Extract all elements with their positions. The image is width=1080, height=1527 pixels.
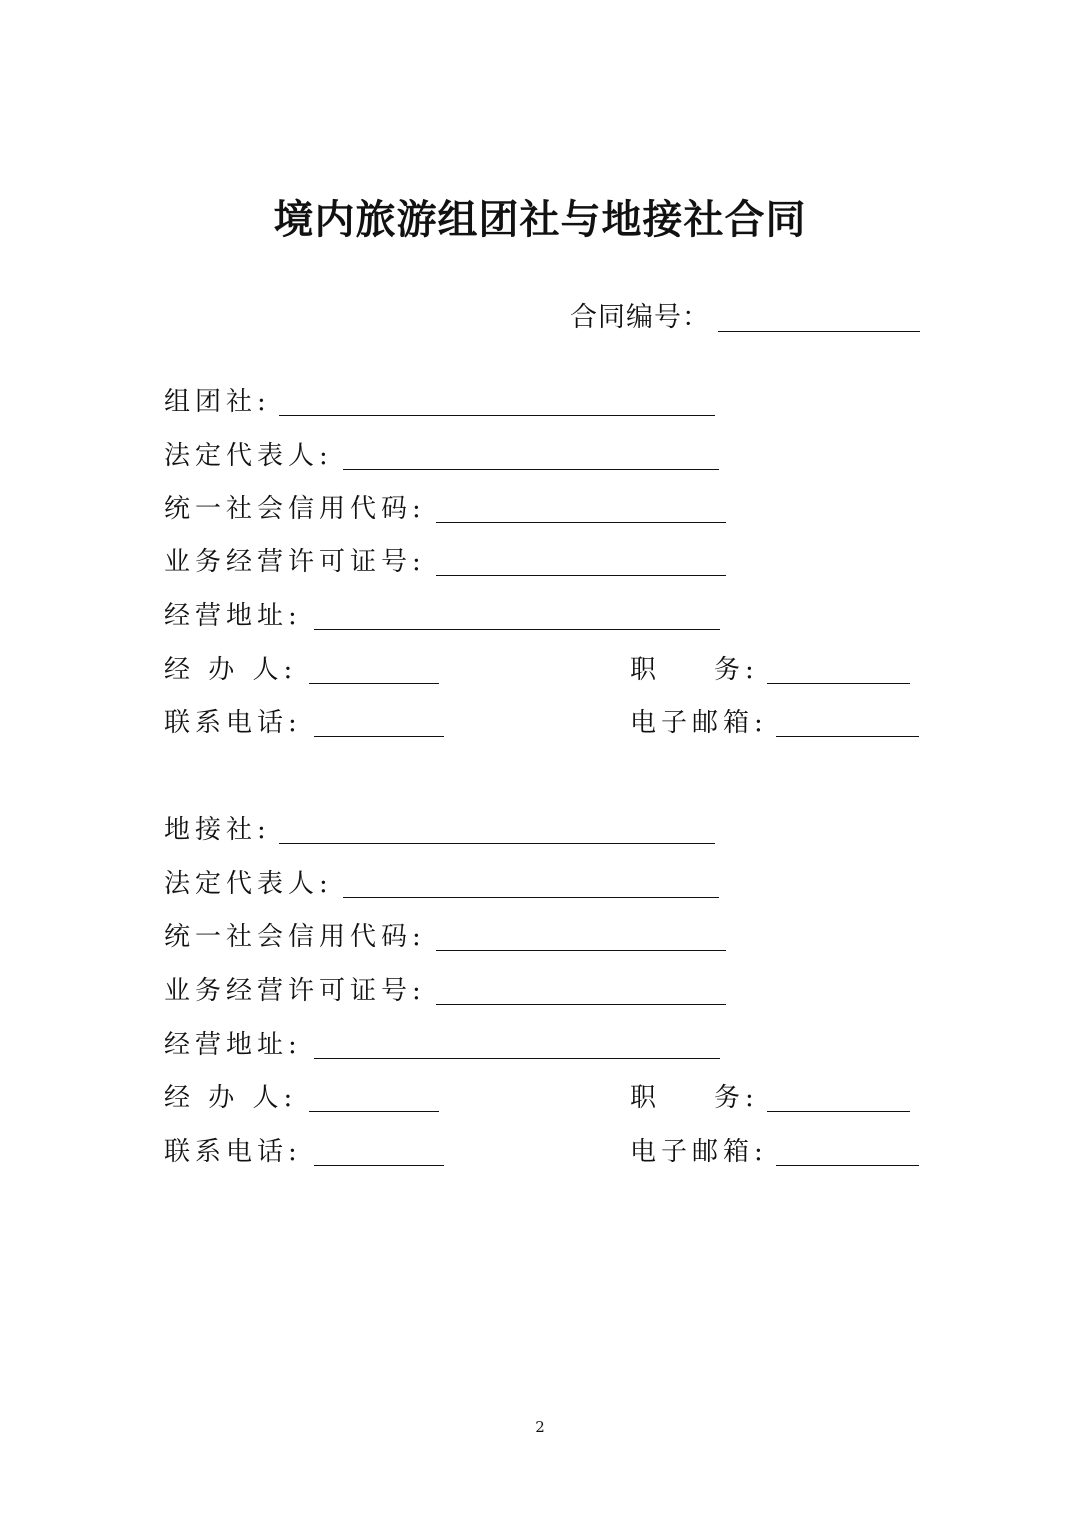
local-address-row bbox=[164, 1025, 720, 1065]
local-email-row bbox=[630, 1132, 919, 1172]
organizing-email-row bbox=[630, 703, 919, 743]
contract-number-field bbox=[570, 298, 920, 338]
local-handler-row bbox=[164, 1078, 439, 1118]
organizing-email-blank[interactable] bbox=[776, 736, 919, 737]
contract-number-label: 合同编号： bbox=[570, 302, 710, 333]
organizing-credit-code-label: 统一社会信用代码: bbox=[164, 494, 426, 524]
local-phone-blank[interactable] bbox=[314, 1165, 444, 1166]
organizing-handler-label: 经 办 人: bbox=[164, 655, 298, 685]
local-license-blank[interactable] bbox=[436, 1004, 726, 1005]
organizing-legal-rep-label: 法定代表人: bbox=[164, 441, 333, 471]
local-handler-blank[interactable] bbox=[309, 1111, 439, 1112]
local-legal-rep-label: 法定代表人: bbox=[164, 869, 333, 899]
local-phone-label: 联系电话: bbox=[164, 1137, 302, 1167]
local-position-label: 职 务: bbox=[630, 1083, 759, 1113]
organizing-phone-blank[interactable] bbox=[314, 736, 444, 737]
organizing-handler-row bbox=[164, 650, 439, 690]
organizing-license-label: 业务经营许可证号: bbox=[164, 547, 426, 577]
document-title: 境内旅游组团社与地接社合同 bbox=[273, 196, 807, 243]
organizing-phone-row bbox=[164, 703, 444, 743]
organizing-credit-code-blank[interactable] bbox=[436, 522, 726, 523]
organizing-address-label: 经营地址: bbox=[164, 601, 302, 631]
local-agency-blank[interactable] bbox=[279, 843, 715, 844]
local-position-row bbox=[630, 1078, 910, 1118]
local-credit-code-blank[interactable] bbox=[436, 950, 726, 951]
organizing-agency-row bbox=[164, 382, 715, 422]
organizing-license-row bbox=[164, 542, 726, 582]
organizing-handler-blank[interactable] bbox=[309, 683, 439, 684]
organizing-license-blank[interactable] bbox=[436, 575, 726, 576]
organizing-email-label: 电子邮箱: bbox=[630, 708, 768, 738]
organizing-agency-blank[interactable] bbox=[279, 415, 715, 416]
local-handler-label: 经 办 人: bbox=[164, 1083, 298, 1113]
local-agency-label: 地接社: bbox=[164, 815, 271, 845]
local-phone-row bbox=[164, 1132, 444, 1172]
page-number: 2 bbox=[535, 1418, 545, 1436]
local-agency-row bbox=[164, 810, 715, 850]
organizing-legal-rep-row bbox=[164, 436, 719, 476]
local-credit-code-label: 统一社会信用代码: bbox=[164, 922, 426, 952]
local-credit-code-row bbox=[164, 917, 726, 957]
organizing-position-blank[interactable] bbox=[767, 683, 910, 684]
local-license-row bbox=[164, 971, 726, 1011]
local-legal-rep-blank[interactable] bbox=[343, 897, 719, 898]
organizing-position-label: 职 务: bbox=[630, 655, 759, 685]
local-email-label: 电子邮箱: bbox=[630, 1137, 768, 1167]
local-address-label: 经营地址: bbox=[164, 1030, 302, 1060]
organizing-phone-label: 联系电话: bbox=[164, 708, 302, 738]
local-license-label: 业务经营许可证号: bbox=[164, 976, 426, 1006]
organizing-agency-label: 组团社: bbox=[164, 387, 271, 417]
organizing-credit-code-row bbox=[164, 489, 726, 529]
organizing-legal-rep-blank[interactable] bbox=[343, 469, 719, 470]
local-legal-rep-row bbox=[164, 864, 719, 904]
contract-number-blank[interactable] bbox=[718, 331, 920, 332]
organizing-address-blank[interactable] bbox=[314, 629, 720, 630]
local-address-blank[interactable] bbox=[314, 1058, 720, 1059]
organizing-address-row bbox=[164, 596, 720, 636]
organizing-position-row bbox=[630, 650, 910, 690]
local-position-blank[interactable] bbox=[767, 1111, 910, 1112]
local-email-blank[interactable] bbox=[776, 1165, 919, 1166]
